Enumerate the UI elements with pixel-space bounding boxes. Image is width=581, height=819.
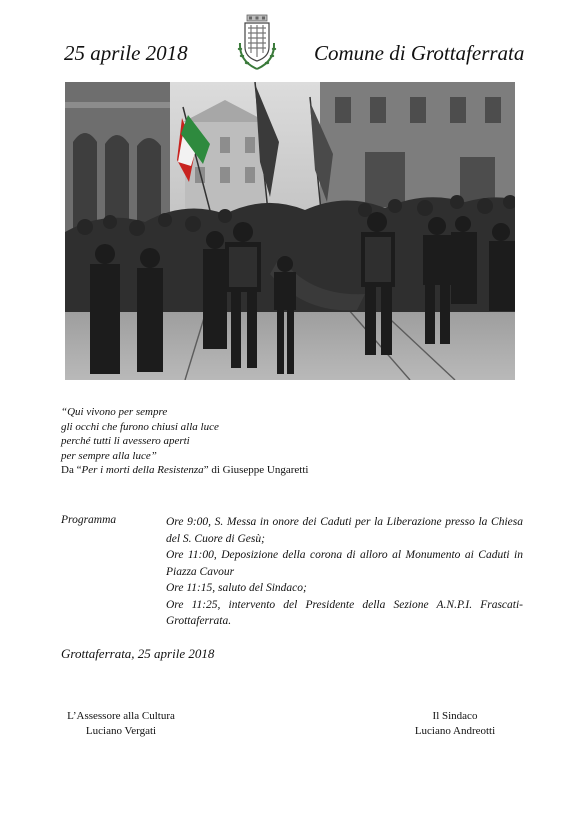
quote-line: gli occhi che furono chiusi alla luce	[61, 420, 219, 433]
signature-role: L’Assessore alla Cultura	[67, 710, 175, 722]
quote-source	[61, 463, 481, 478]
quote-line: perché tutti li avessero aperti	[61, 435, 190, 447]
quote-block	[61, 405, 481, 478]
programma-list	[166, 514, 523, 630]
signature-sindaco	[400, 709, 510, 739]
place-date: Grottaferrata, 25 aprile 2018	[61, 646, 215, 661]
programma-item: Ore 11:15, saluto del Sindaco;	[166, 582, 307, 594]
header-date: 25 aprile 2018	[64, 41, 188, 65]
quote-source-suffix: ” di Giuseppe Ungaretti	[203, 464, 309, 476]
signature-assessore	[61, 709, 181, 739]
signature-name: Luciano Vergati	[85, 725, 157, 737]
quote-line: per sempre alla luce”	[61, 449, 157, 462]
liberation-parade-photo	[65, 82, 515, 380]
quote-line: “Qui vivono per sempre	[61, 406, 168, 418]
programma-item: Ore 9:00, S. Messa in onore dei Caduti per la Liberazione presso la Chiesa del S. Cuore di Gesù;	[166, 516, 523, 545]
signature-name: Luciano Andreotti	[414, 725, 496, 737]
quote-source-title: Per i morti della Resistenza	[81, 464, 204, 476]
programma-label: Programma	[61, 514, 117, 526]
signature-role: Il Sindaco	[432, 710, 478, 722]
programma-item: Ore 11:00, Deposizione della corona di alloro al Monumento ai Caduti in Piazza Cavour	[166, 549, 523, 578]
programma-item: Ore 11:25, intervento del Presidente della Sezione A.N.P.I. Frascati-Grottaferrata.	[166, 598, 523, 627]
header-comune: Comune di Grottaferrata	[314, 41, 525, 65]
municipal-crest-icon	[235, 13, 279, 73]
quote-source-prefix: Da “	[61, 464, 82, 476]
